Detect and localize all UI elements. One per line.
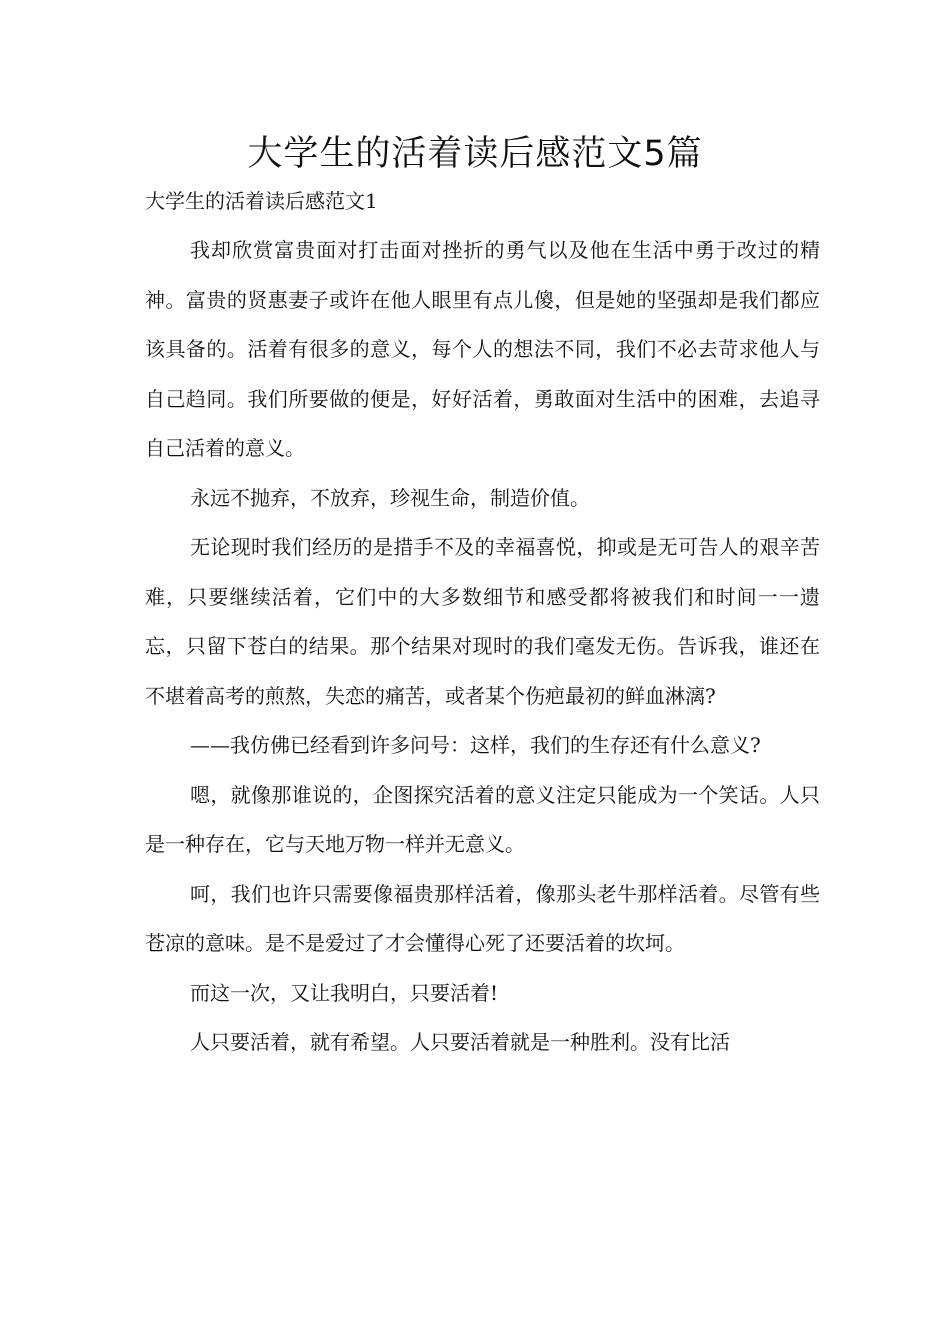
section-heading: 大学生的活着读后感范文1: [145, 189, 378, 213]
paragraph: ——我仿佛已经看到许多问号：这样，我们的生存还有什么意义?: [190, 733, 761, 757]
paragraph: 永远不抛弃，不放弃，珍视生命，制造价值。: [190, 485, 590, 510]
paragraph: 我却欣赏富贵面对打击面对挫折的勇气以及他在生活中勇于改过的精神。富贵的贤惠妻子或许在他人眼里有点儿傻，但是她的坚强却是我们都应该具备的。活着有很多的意义，每个人的想法不同，我们不必去苛求他人与自己趋同。我们所要做的便是，好好活着，勇敢面对生活中的困难，去追寻自己活着的意义。: [145, 238, 820, 460]
paragraph: 人只要活着，就有希望。人只要活着就是一种胜利。没有比活: [190, 1030, 730, 1054]
paragraph: 嗯，就像那谁说的，企图探究活着的意义注定只能成为一个笑话。人只是一种存在，它与天地万物一样并无意义。: [145, 782, 820, 856]
paragraph: 无论现时我们经历的是措手不及的幸福喜悦，抑或是无可告人的艰辛苦难，只要继续活着，它们中的大多数细节和感受都将被我们和时间一一遗忘，只留下苍白的结果。那个结果对现时的我们毫发无伤。告诉我，谁还在不堪着高考的煎熬，失恋的痛苦，或者某个伤疤最初的鲜血淋漓?: [145, 535, 820, 708]
paragraph: 呵，我们也许只需要像福贵那样活着，像那头老牛那样活着。尽管有些苍凉的意味。是不是爱过了才会懂得心死了还要活着的坎坷。: [145, 881, 820, 955]
document-body: [145, 226, 820, 1068]
paragraph: 而这一次，又让我明白，只要活着!: [190, 980, 499, 1005]
document-title: 大学生的活着读后感范文5篇: [247, 134, 703, 174]
